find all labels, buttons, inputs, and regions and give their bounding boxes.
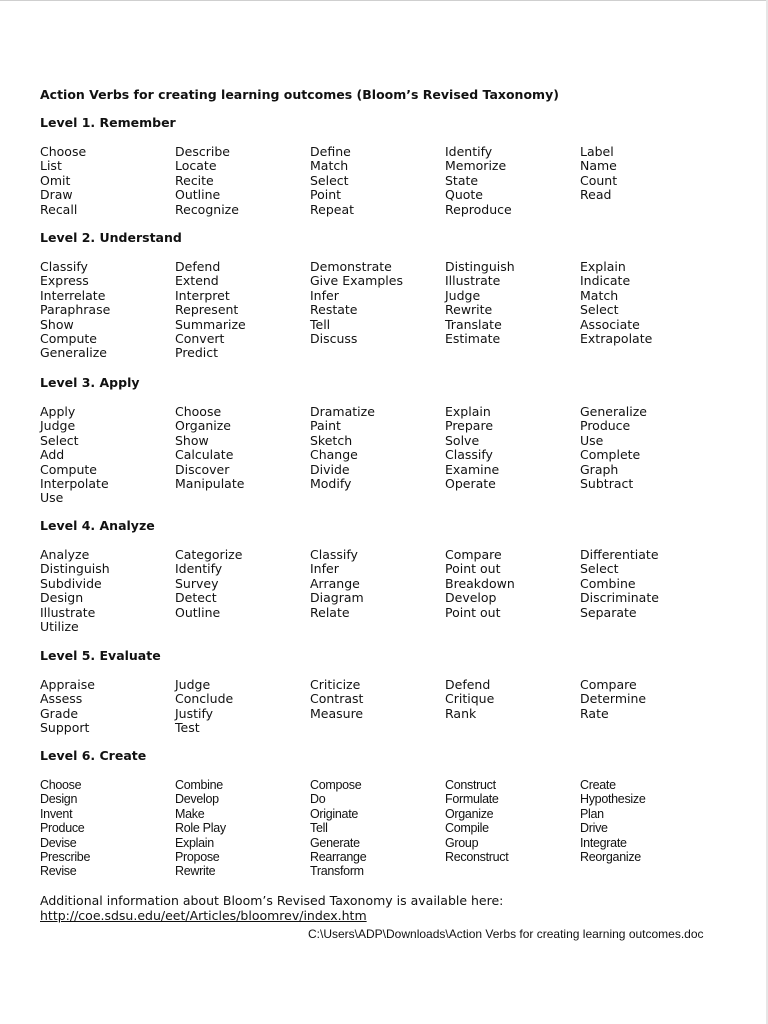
verb-item: Distinguish bbox=[445, 259, 515, 274]
verb-item: Label bbox=[580, 144, 614, 159]
verb-item: Modify bbox=[310, 475, 352, 491]
footer-info-text: Additional information about Bloom’s Revised Taxonomy is available here: bbox=[40, 893, 504, 908]
verb-item: Construct bbox=[445, 778, 496, 792]
verb-item: Solve bbox=[445, 432, 480, 448]
verb-item: Produce bbox=[580, 418, 631, 434]
verb-item: Manipulate bbox=[175, 475, 245, 491]
verb-item: Dramatize bbox=[310, 404, 375, 419]
verb-item: Identify bbox=[175, 561, 223, 577]
verb-item: Create bbox=[580, 778, 616, 792]
verb-item: Demonstrate bbox=[310, 259, 392, 274]
verb-item: Devise bbox=[40, 835, 77, 850]
verb-column bbox=[175, 260, 246, 361]
document-title: Action Verbs for creating learning outcomes (Bloom’s Revised Taxonomy) bbox=[40, 87, 559, 102]
verb-item: Predict bbox=[175, 345, 219, 361]
verb-item: Analyze bbox=[40, 547, 90, 562]
verb-item: Show bbox=[175, 432, 209, 448]
verb-item: Interpret bbox=[175, 287, 230, 303]
verb-item: Point out bbox=[445, 604, 501, 620]
verb-column bbox=[445, 778, 508, 864]
verb-item: Differentiate bbox=[580, 547, 659, 562]
verb-item: Hypothesize bbox=[580, 792, 646, 807]
verb-item: Explain bbox=[580, 259, 626, 274]
verb-item: Assess bbox=[40, 691, 83, 707]
verb-item: Utilize bbox=[40, 618, 79, 634]
verb-item: Survey bbox=[175, 575, 219, 591]
verb-item: Discriminate bbox=[580, 590, 659, 606]
verb-column bbox=[310, 548, 364, 620]
verb-item: Divide bbox=[310, 461, 350, 477]
verb-item: Restate bbox=[310, 302, 358, 318]
verb-item: List bbox=[40, 158, 62, 174]
verb-item: Describe bbox=[175, 144, 230, 159]
verb-item: Indicate bbox=[580, 273, 631, 289]
verb-item: Paint bbox=[310, 418, 341, 434]
verb-column bbox=[40, 548, 110, 634]
verb-column bbox=[40, 678, 95, 736]
verb-column bbox=[175, 145, 239, 217]
verb-item: Apply bbox=[40, 404, 76, 419]
verb-item: Use bbox=[580, 432, 604, 448]
verb-item: Design bbox=[40, 792, 78, 807]
verb-item: Revise bbox=[40, 864, 77, 879]
verb-item: Match bbox=[580, 287, 619, 303]
verb-item: Select bbox=[40, 432, 79, 448]
verb-column bbox=[40, 405, 109, 506]
verb-item: Design bbox=[40, 590, 84, 606]
verb-item: Categorize bbox=[175, 547, 243, 562]
verb-item: Explain bbox=[175, 835, 214, 850]
verb-item: Graph bbox=[580, 461, 619, 477]
verb-item: Combine bbox=[580, 575, 636, 591]
verb-item: Represent bbox=[175, 302, 239, 318]
verb-item: Classify bbox=[40, 259, 88, 274]
verb-item: Point out bbox=[445, 561, 501, 577]
verb-item: Develop bbox=[175, 792, 219, 807]
verb-item: Compose bbox=[310, 778, 362, 792]
verb-columns bbox=[40, 548, 740, 658]
verb-column bbox=[40, 145, 86, 217]
level-heading: Level 5. Evaluate bbox=[40, 648, 161, 663]
verb-item: Sketch bbox=[310, 432, 353, 448]
verb-item: Discuss bbox=[310, 330, 358, 346]
verb-item: Illustrate bbox=[40, 604, 96, 620]
verb-item: Select bbox=[580, 302, 619, 318]
verb-column bbox=[580, 145, 617, 203]
verb-item: Draw bbox=[40, 187, 73, 203]
level-section-3 bbox=[40, 375, 740, 515]
verb-item: Interrelate bbox=[40, 287, 106, 303]
verb-item: Breakdown bbox=[445, 575, 515, 591]
level-section-6 bbox=[40, 748, 740, 888]
verb-item: Subdivide bbox=[40, 575, 102, 591]
verb-item: Relate bbox=[310, 604, 350, 620]
verb-item: Detect bbox=[175, 590, 217, 606]
verb-item: Compute bbox=[40, 330, 98, 346]
verb-item: Rate bbox=[580, 705, 609, 721]
verb-item: Paraphrase bbox=[40, 302, 111, 318]
verb-item: Complete bbox=[580, 447, 641, 463]
verb-item: Operate bbox=[445, 475, 496, 491]
verb-item: Translate bbox=[445, 316, 502, 332]
verb-columns bbox=[40, 260, 740, 370]
verb-item: Generate bbox=[310, 835, 360, 850]
verb-item: Plan bbox=[580, 806, 604, 821]
verb-item: Quote bbox=[445, 187, 484, 203]
verb-item: Illustrate bbox=[445, 273, 501, 289]
verb-item: Compare bbox=[580, 677, 637, 692]
verb-item: Compute bbox=[40, 461, 98, 477]
verb-column bbox=[310, 145, 354, 217]
verb-item: Summarize bbox=[175, 316, 246, 332]
verb-column bbox=[580, 548, 659, 620]
verb-item: Justify bbox=[175, 705, 214, 721]
verb-item: Determine bbox=[580, 691, 647, 707]
verb-column bbox=[175, 548, 242, 620]
verb-column bbox=[445, 548, 515, 620]
verb-item: Read bbox=[580, 187, 612, 203]
verb-item: Prepare bbox=[445, 418, 494, 434]
verb-item: Organize bbox=[175, 418, 231, 434]
verb-item: Repeat bbox=[310, 201, 355, 217]
verb-item: Do bbox=[310, 792, 326, 807]
verb-column bbox=[445, 260, 515, 346]
verb-item: Defend bbox=[445, 677, 491, 692]
verb-item: Prescribe bbox=[40, 849, 91, 864]
verb-item: Identify bbox=[445, 144, 493, 159]
verb-item: Choose bbox=[40, 778, 82, 792]
page-top-edge bbox=[0, 0, 768, 1]
verb-item: Infer bbox=[310, 561, 339, 577]
verb-item: Support bbox=[40, 720, 90, 736]
verb-item: Formulate bbox=[445, 792, 499, 807]
verb-item: Subtract bbox=[580, 475, 634, 491]
verb-item: Integrate bbox=[580, 835, 627, 850]
verb-item: Judge bbox=[445, 287, 481, 303]
footer-link[interactable]: http://coe.sdsu.edu/eet/Articles/bloomrev/index.htm bbox=[40, 908, 367, 923]
verb-column bbox=[580, 405, 647, 491]
level-heading: Level 1. Remember bbox=[40, 115, 176, 130]
verb-column bbox=[40, 260, 110, 361]
verb-item: Extend bbox=[175, 273, 219, 289]
verb-item: Infer bbox=[310, 287, 339, 303]
verb-item: Recognize bbox=[175, 201, 239, 217]
verb-item: Select bbox=[310, 172, 349, 188]
verb-item: Choose bbox=[40, 144, 87, 159]
verb-item: Rewrite bbox=[445, 302, 493, 318]
verb-item: Convert bbox=[175, 330, 225, 346]
verb-item: Outline bbox=[175, 604, 221, 620]
verb-item: Point bbox=[310, 187, 342, 203]
verb-item: Show bbox=[40, 316, 74, 332]
verb-column bbox=[580, 678, 646, 721]
verb-column bbox=[175, 405, 244, 491]
verb-item: Combine bbox=[175, 778, 223, 792]
verb-item: Measure bbox=[310, 705, 364, 721]
verb-item: Discover bbox=[175, 461, 230, 477]
verb-item: Locate bbox=[175, 158, 217, 174]
verb-item: Reproduce bbox=[445, 201, 512, 217]
verb-columns bbox=[40, 405, 740, 515]
level-heading: Level 4. Analyze bbox=[40, 518, 155, 533]
verb-item: Appraise bbox=[40, 677, 95, 692]
verb-item: Drive bbox=[580, 821, 608, 836]
level-section-2 bbox=[40, 230, 740, 370]
verb-item: Use bbox=[40, 490, 64, 506]
verb-column bbox=[445, 678, 494, 721]
verb-item: Transform bbox=[310, 864, 364, 879]
verb-column bbox=[40, 778, 90, 879]
verb-item: Judge bbox=[175, 677, 211, 692]
verb-column bbox=[175, 678, 233, 736]
verb-item: Rewrite bbox=[175, 864, 216, 879]
verb-item: Separate bbox=[580, 604, 637, 620]
verb-item: Make bbox=[175, 806, 205, 821]
verb-item: Omit bbox=[40, 172, 71, 188]
verb-item: Give Examples bbox=[310, 273, 403, 289]
verb-item: Produce bbox=[40, 821, 85, 836]
verb-item: Estimate bbox=[445, 330, 501, 346]
verb-columns bbox=[40, 778, 740, 888]
verb-item: Classify bbox=[310, 547, 358, 562]
verb-column bbox=[310, 678, 363, 721]
verb-column bbox=[175, 778, 226, 879]
verb-item: Tell bbox=[310, 316, 331, 332]
verb-item: Match bbox=[310, 158, 349, 174]
verb-item: Tell bbox=[310, 821, 328, 836]
verb-item: Test bbox=[175, 720, 200, 736]
verb-item: Diagram bbox=[310, 590, 364, 606]
verb-item: Defend bbox=[175, 259, 221, 274]
verb-item: Explain bbox=[445, 404, 491, 419]
verb-item: Interpolate bbox=[40, 475, 109, 491]
verb-item: Originate bbox=[310, 806, 359, 821]
verb-column bbox=[580, 260, 652, 346]
verb-item: Generalize bbox=[580, 404, 647, 419]
verb-item: Calculate bbox=[175, 447, 234, 463]
verb-item: Generalize bbox=[40, 345, 107, 361]
verb-item: Outline bbox=[175, 187, 221, 203]
verb-item: Associate bbox=[580, 316, 640, 332]
verb-column bbox=[580, 778, 646, 864]
verb-item: Judge bbox=[40, 418, 76, 434]
verb-column bbox=[310, 260, 403, 346]
verb-item: Rank bbox=[445, 705, 477, 721]
verb-item: Reconstruct bbox=[445, 849, 509, 864]
verb-item: Contrast bbox=[310, 691, 364, 707]
verb-item: Group bbox=[445, 835, 479, 850]
verb-item: Classify bbox=[445, 447, 493, 463]
verb-item: Examine bbox=[445, 461, 500, 477]
verb-item: Change bbox=[310, 447, 358, 463]
level-heading: Level 3. Apply bbox=[40, 375, 140, 390]
verb-item: Add bbox=[40, 447, 65, 463]
verb-item: Compile bbox=[445, 821, 489, 836]
verb-item: Rearrange bbox=[310, 849, 367, 864]
verb-column bbox=[310, 778, 366, 879]
verb-item: Recall bbox=[40, 201, 78, 217]
verb-item: Select bbox=[580, 561, 619, 577]
verb-column bbox=[445, 145, 512, 217]
level-heading: Level 2. Understand bbox=[40, 230, 182, 245]
level-heading: Level 6. Create bbox=[40, 748, 147, 763]
verb-item: Express bbox=[40, 273, 89, 289]
verb-item: State bbox=[445, 172, 479, 188]
verb-item: Invent bbox=[40, 806, 73, 821]
verb-item: Distinguish bbox=[40, 561, 110, 577]
verb-column bbox=[310, 405, 375, 491]
verb-item: Recite bbox=[175, 172, 214, 188]
verb-item: Count bbox=[580, 172, 618, 188]
file-path: C:\Users\ADP\Downloads\Action Verbs for creating learning outcomes.doc bbox=[308, 927, 704, 941]
verb-item: Compare bbox=[445, 547, 502, 562]
verb-item: Grade bbox=[40, 705, 79, 721]
verb-item: Role Play bbox=[175, 821, 226, 836]
verb-item: Reorganize bbox=[580, 849, 641, 864]
verb-item: Define bbox=[310, 144, 351, 159]
verb-item: Choose bbox=[175, 404, 222, 419]
verb-item: Arrange bbox=[310, 575, 360, 591]
verb-item: Conclude bbox=[175, 691, 234, 707]
verb-column bbox=[445, 405, 499, 491]
verb-item: Criticize bbox=[310, 677, 361, 692]
verb-item: Develop bbox=[445, 590, 497, 606]
verb-item: Name bbox=[580, 158, 617, 174]
verb-item: Propose bbox=[175, 849, 220, 864]
verb-item: Memorize bbox=[445, 158, 507, 174]
verb-item: Organize bbox=[445, 806, 494, 821]
verb-item: Critique bbox=[445, 691, 495, 707]
level-section-4 bbox=[40, 518, 740, 658]
verb-item: Extrapolate bbox=[580, 330, 653, 346]
